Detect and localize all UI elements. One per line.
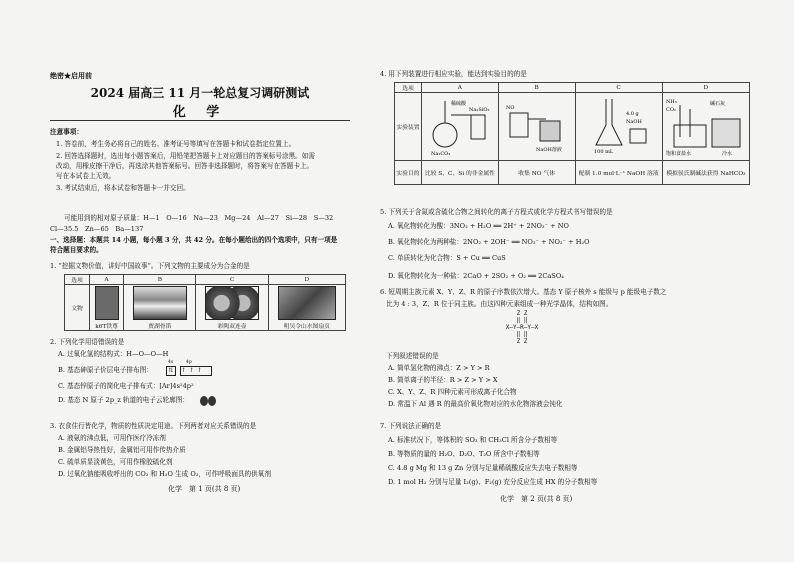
- orbital-box: ↑↑↑: [180, 366, 212, 376]
- note-line: 1. 答卷前，考生务必将自己的姓名、准考证号等填写在答题卡和试卷指定位置上。: [56, 140, 296, 148]
- apparatus-label: 冷水: [721, 150, 732, 157]
- q5-option: C. 单质转化为化合物：S + Cu ══ CuS: [388, 254, 506, 262]
- structure-line: ‖ ‖: [516, 331, 528, 338]
- artifact-cell: [90, 285, 124, 331]
- divider: [50, 120, 350, 121]
- q6-option: D. 常温下 Al 遇 R 的最高价氧化物对应的水化物溶液会钝化: [388, 400, 563, 408]
- q3-stem: 3. 衣食住行皆化学，物质的性质决定用途。下列两者对应关系错误的是: [50, 422, 257, 430]
- q5-option: B. 氧化物转化为两种盐：2NO₂ + 2OH⁻ ══ NO₃⁻ + NO₂⁻ + H₂O: [388, 238, 590, 246]
- q3-option: D. 过氧化钠能吸收呼出的 CO₂ 和 H₂O 生成 O₂，可作呼吸面具的供氧剂: [58, 470, 271, 478]
- artifact-cell: [124, 285, 196, 331]
- structure-line: X—Y—R—Y—X: [505, 324, 539, 331]
- p-orbital-icon: [200, 396, 218, 406]
- q6-option: C. X、Y、Z、R 四种元素可形成离子化合物: [388, 388, 517, 396]
- q6-stem: 比为 4 : 3，Z、R 位于同主族。由这四种元素组成一种光学晶体，结构如图。: [386, 300, 613, 308]
- note-line: 写在本试卷上无效。: [56, 172, 116, 180]
- q5-option: D. 氧化物转化为一种盐：2CaO + 2SO₂ + O₂ ══ 2CaSO₄: [388, 272, 564, 280]
- flask-apparatus-icon: [425, 95, 495, 157]
- q2-option: A. 过氧化氢的结构式：H—O—O—H: [58, 350, 169, 358]
- q4-table: [394, 82, 750, 185]
- orbital-box: ⇅: [166, 366, 176, 376]
- confidential-mark: 绝密★启用前: [50, 71, 92, 80]
- q7-stem: 7. 下列说法正确的是: [380, 422, 442, 430]
- q2-option: C. 基态锌原子的简化电子排布式：[Ar]4s²4p²: [58, 382, 194, 390]
- note-line: 3. 考试结束后，将本试卷和答题卡一并交回。: [56, 184, 190, 192]
- q6-option: B. 简单离子的半径：R > Z > Y > X: [388, 376, 498, 384]
- apparatus-a: [422, 93, 499, 161]
- q1-stem: 1. “挖掘文物价值，讲好中国故事”。下列文物的主要成分为合金的是: [50, 262, 250, 270]
- table-header: C: [575, 83, 662, 93]
- solvay-apparatus-icon: [666, 95, 746, 157]
- apparatus-c: [575, 93, 662, 161]
- q5-option: A. 氧化物转化为酸：3NO₂ + H₂O ══ 2H⁺ + 2NO₃⁻ + NO: [388, 222, 569, 230]
- artifact-name: 明吴令山水图扇页: [283, 324, 331, 330]
- table-header: D: [268, 275, 345, 285]
- purpose-cell: 比较 S、C、Si 的非金属性: [422, 161, 499, 185]
- right-page: [380, 56, 750, 506]
- structure-line: Z Z: [516, 338, 528, 345]
- bone-flute-image: [133, 286, 187, 320]
- atomic-mass-line: Cl—35.5 Zn—65 Ba—137: [50, 225, 144, 233]
- purpose-cell: 配制 1.0 mol·L⁻¹ NaOH 溶液: [575, 161, 662, 185]
- page-footer: 化学 第 1 页(共 8 页): [168, 485, 241, 493]
- apparatus-label: 碱石灰: [709, 100, 725, 107]
- artifact-cell: [196, 285, 268, 331]
- table-header: C: [196, 275, 268, 285]
- q7-option: B. 等物质的量的 H₂O、D₂O、T₂O 所含中子数相等: [388, 450, 540, 458]
- q7-option: A. 标准状况下，等体积的 SO₃ 和 CH₃Cl 所含分子数相等: [388, 436, 558, 444]
- q2-option: B. 基态砷原子价层电子排布图：: [58, 366, 153, 374]
- q3-option: A. 液氨的沸点低，可用作医疗冷冻剂: [58, 434, 166, 442]
- apparatus-label: Na₂SiO₃: [468, 106, 490, 113]
- notes-heading: 注意事项：: [50, 128, 83, 136]
- q2-option: D. 基态 N 原子 2p_z 轨道的电子云轮廓图：: [58, 396, 189, 404]
- q1-table: [64, 274, 346, 331]
- q3-option: C. 硫单质显淡黄色，可用作橡胶硫化剂: [58, 458, 173, 466]
- table-header: 选项: [65, 275, 90, 285]
- section-heading: 符合题目要求的。: [50, 246, 103, 254]
- q6-option: A. 简单氢化物的沸点：Z > Y > R: [388, 364, 490, 372]
- note-line: 2. 回答选择题时，选出每小题答案后，用铅笔把答题卡上对应题目的答案标号涂黑。如需: [56, 152, 315, 160]
- artifact-name: 彩陶双连壶: [217, 324, 247, 330]
- left-page: [50, 56, 390, 506]
- row-label: 实验目的: [395, 161, 422, 185]
- apparatus-label: 100 mL: [593, 148, 613, 155]
- artifact-cell: [268, 285, 345, 331]
- q7-option: D. 1 mol H₂ 分别与足量 I₂(g)、F₂(g) 充分反应生成 HX 的分子数相等: [388, 478, 598, 486]
- note-line: 改动，用橡皮擦干净后，再选涂其他答案标号。回答非选择题时，将答案写在答题卡上。: [56, 162, 314, 170]
- apparatus-label: Na₂CO₃: [430, 150, 451, 157]
- purpose-cell: 收集 NO 气体: [498, 161, 575, 185]
- table-header: 选项: [395, 83, 422, 93]
- apparatus-label: CO₂: [665, 106, 676, 113]
- orbital-label: 4s: [168, 360, 174, 365]
- q5-stem: 5. 下列关于含氮或含硫化合物之间转化的离子方程式或化学方程式书写错误的是: [380, 208, 613, 216]
- q6-structure: [492, 310, 552, 345]
- gas-collection-icon: [502, 95, 572, 157]
- apparatus-d: [662, 93, 749, 161]
- table-header: A: [422, 83, 499, 93]
- apparatus-label: 饱和食盐水: [665, 150, 691, 157]
- page-footer: 化学 第 2 页(共 8 页): [500, 495, 573, 503]
- artifact-name: k6T铁尊: [95, 324, 118, 330]
- subject-title: 化 学: [172, 105, 228, 120]
- apparatus-label: NaOH: [625, 118, 642, 125]
- pottery-pot-image: [205, 286, 259, 320]
- table-header: D: [662, 83, 749, 93]
- q6-stem: 6. 短周期主族元素 X、Y、Z、R 的原子序数依次增大。基态 Y 原子核外 s 能级与 p 能级电子数之: [380, 288, 667, 296]
- apparatus-label: NH₃: [665, 98, 677, 105]
- apparatus-b: [498, 93, 575, 161]
- section-heading: 一、选择题：本题共 14 小题，每小题 3 分，共 42 分。在每小题给出的四个选项中，只有一项是: [50, 236, 338, 244]
- apparatus-label: NaOH溶液: [535, 146, 562, 153]
- apparatus-label: 4.0 g: [625, 110, 639, 117]
- table-header: A: [90, 275, 124, 285]
- bronze-vessel-image: [95, 286, 119, 320]
- structure-line: ‖ ‖: [516, 317, 528, 324]
- fan-painting-image: [278, 286, 336, 320]
- artifact-name: 贾湖骨笛: [148, 324, 172, 330]
- row-label: 文物: [65, 285, 90, 331]
- apparatus-label: 稀硫酸: [450, 100, 466, 107]
- orbital-label: 4p: [186, 360, 192, 365]
- exam-title: 2024 届高三 11 月一轮总复习调研测试: [90, 86, 310, 100]
- volumetric-flask-icon: [584, 95, 654, 157]
- atomic-mass-line: 可能用到的相对原子质量：H—1 O—16 Na—23 Mg—24 Al—27 Si—28 S—32: [64, 214, 334, 222]
- purpose-cell: 模拟侯氏制碱法获得 NaHCO₃: [662, 161, 749, 185]
- row-label: 实验装置: [395, 93, 422, 161]
- q6-question: 下列叙述错误的是: [386, 352, 439, 360]
- apparatus-label: NO: [505, 104, 515, 111]
- structure-line: Z Z: [516, 310, 528, 317]
- table-header: B: [498, 83, 575, 93]
- q4-stem: 4. 用下列装置进行相应实验，能达到实验目的的是: [380, 70, 527, 78]
- table-header: B: [124, 275, 196, 285]
- q7-option: C. 4.8 g Mg 和 13 g Zn 分别与足量稀硫酸反应失去电子数相等: [388, 464, 578, 472]
- q2-stem: 2. 下列化学用语错误的是: [50, 338, 125, 346]
- q3-option: B. 金属铝导热性好，金属铝可用作传热介质: [58, 446, 186, 454]
